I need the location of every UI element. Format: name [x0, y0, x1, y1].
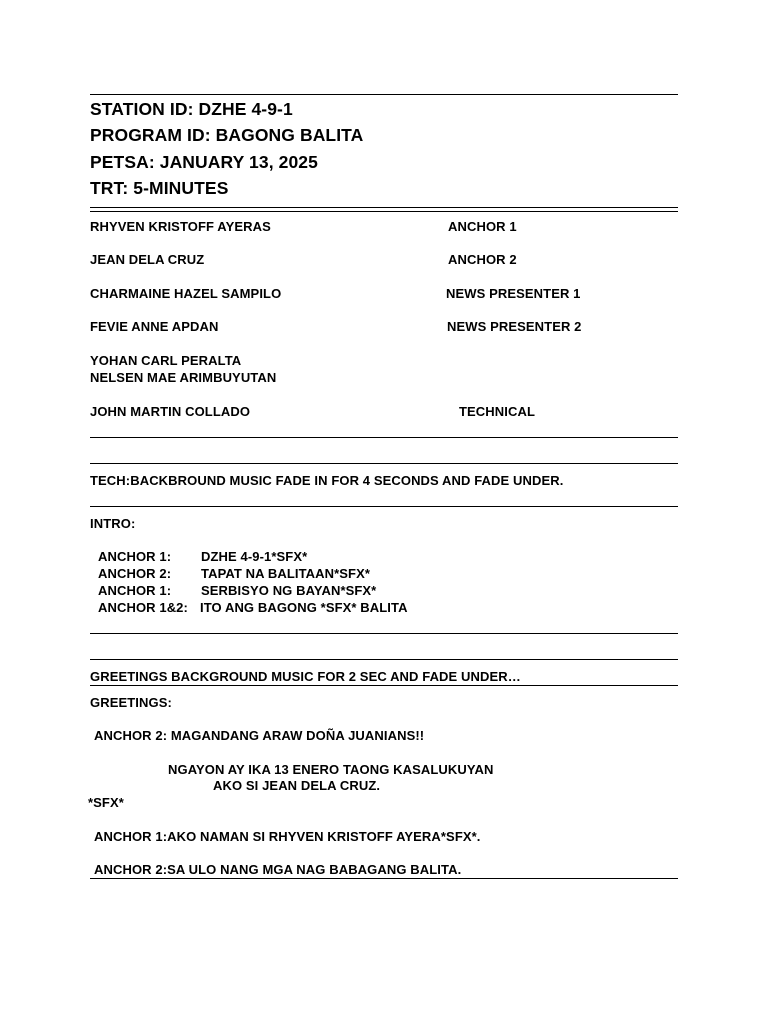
intro-speaker: ANCHOR 1:	[98, 583, 172, 598]
cast-role: NEWS PRESENTER 2	[447, 319, 582, 334]
tech-cue: TECH:BACKBROUND MUSIC FADE IN FOR 4 SECONDS AND FADE UNDER.	[90, 473, 564, 488]
greetings-label: GREETINGS:	[90, 695, 172, 710]
greetings-continuation-1: NGAYON AY IKA 13 ENERO TAONG KASALUKUYAN	[168, 762, 494, 777]
greetings-anchor2-line-2: ANCHOR 2:SA ULO NANG MGA NAG BABAGANG BALITA.	[94, 862, 462, 877]
cast-name: JOHN MARTIN COLLADO	[90, 404, 251, 419]
greetings-sfx: *SFX*	[88, 795, 124, 810]
cast-name: YOHAN CARL PERALTA	[90, 353, 242, 368]
cast-name: FEVIE ANNE APDAN	[90, 319, 219, 334]
greetings-anchor1-line: ANCHOR 1:AKO NAMAN SI RHYVEN KRISTOFF AYERA*SFX*.	[94, 829, 481, 844]
intro-speaker: ANCHOR 1:	[98, 549, 172, 564]
cast-role: ANCHOR 2	[448, 252, 517, 267]
cast-end-rule	[90, 437, 678, 438]
trt: TRT: 5-MINUTES	[90, 178, 229, 198]
greetings-cue: GREETINGS BACKGROUND MUSIC FOR 2 SEC AND FADE UNDER…	[90, 669, 521, 684]
greetings-continuation-2: AKO SI JEAN DELA CRUZ.	[213, 778, 381, 793]
greetings-anchor2-line: ANCHOR 2: MAGANDANG ARAW DOÑA JUANIANS!!	[94, 728, 425, 743]
intro-speaker: ANCHOR 1&2:	[98, 600, 188, 615]
greetings-end-rule	[90, 878, 678, 879]
cast-name: RHYVEN KRISTOFF AYERAS	[90, 219, 271, 234]
cast-name: NELSEN MAE ARIMBUYUTAN	[90, 370, 277, 385]
intro-label: INTRO:	[90, 516, 136, 531]
program-id: PROGRAM ID: BAGONG BALITA	[90, 125, 364, 145]
intro-line: TAPAT NA BALITAAN*SFX*	[201, 566, 371, 581]
tech-cue-top-rule	[90, 463, 678, 464]
greetings-cue-bottom-rule	[90, 685, 678, 686]
station-id: STATION ID: DZHE 4-9-1	[90, 99, 293, 119]
cast-role: TECHNICAL	[459, 404, 536, 419]
intro-end-rule	[90, 633, 678, 634]
cast-name: JEAN DELA CRUZ	[90, 252, 205, 267]
header-double-rule-bottom	[90, 211, 678, 212]
intro-speaker: ANCHOR 2:	[98, 566, 172, 581]
petsa: PETSA: JANUARY 13, 2025	[90, 152, 318, 172]
cast-name: CHARMAINE HAZEL SAMPILO	[90, 286, 282, 301]
intro-line: ITO ANG BAGONG *SFX* BALITA	[200, 600, 408, 615]
cast-role: ANCHOR 1	[448, 219, 517, 234]
tech-cue-bottom-rule	[90, 506, 678, 507]
greetings-cue-top-rule	[90, 659, 678, 660]
top-rule	[90, 94, 678, 95]
cast-role: NEWS PRESENTER 1	[446, 286, 581, 301]
intro-line: DZHE 4-9-1*SFX*	[201, 549, 308, 564]
intro-line: SERBISYO NG BAYAN*SFX*	[201, 583, 377, 598]
header-double-rule-top	[90, 207, 678, 208]
